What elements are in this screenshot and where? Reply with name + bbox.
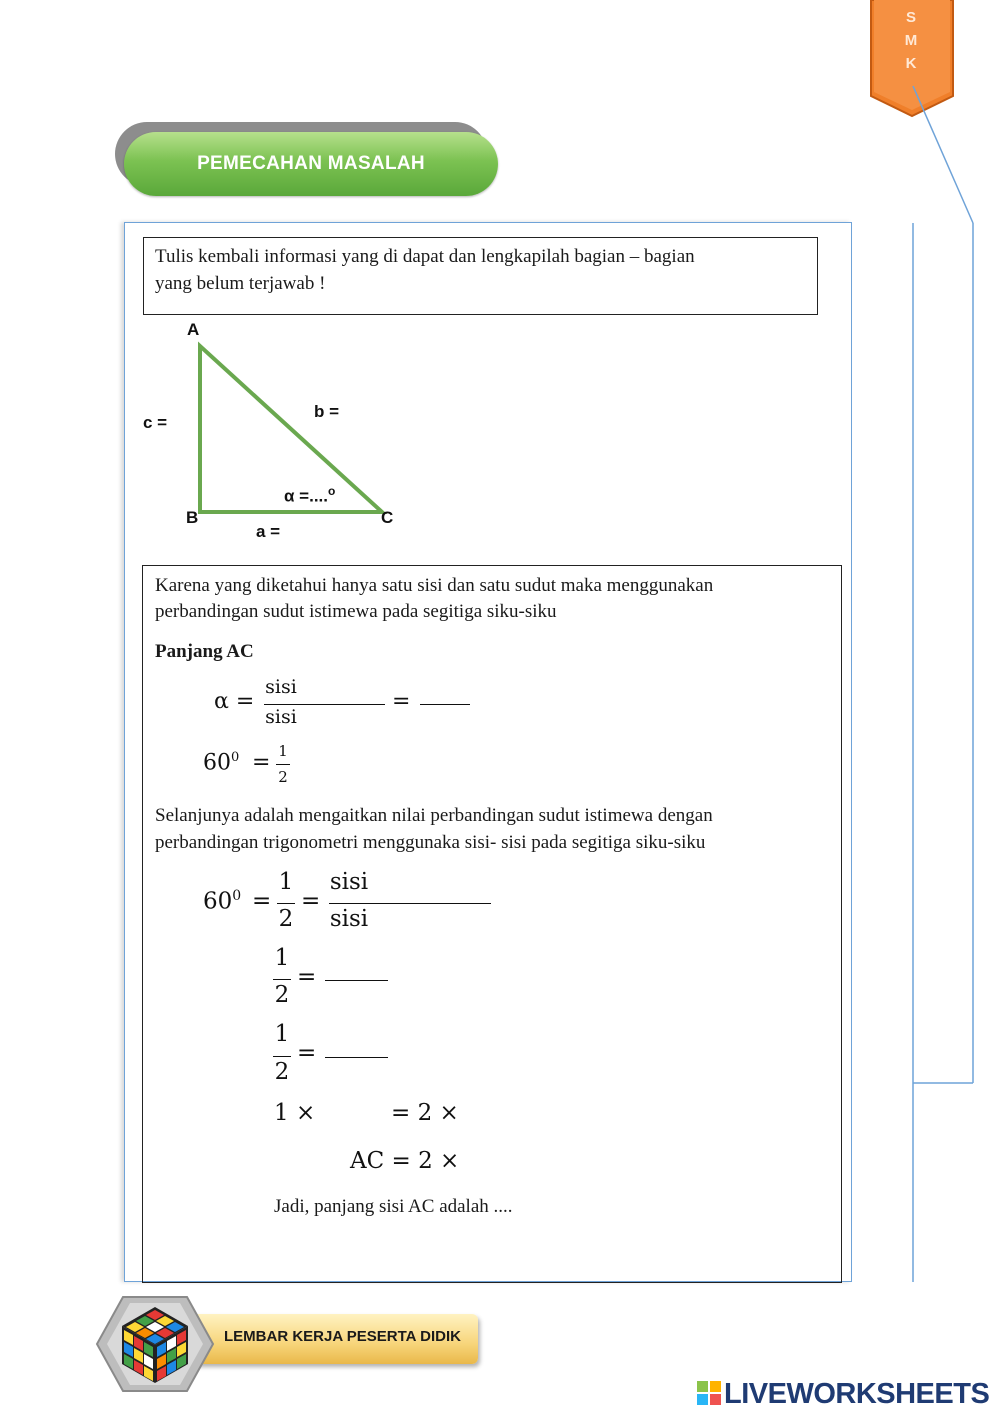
solution-box: [142, 565, 842, 1283]
eq2-numerator: 1: [278, 742, 288, 760]
intro-line2: perbandingan sudut istimewa pada segitiga siku-siku: [155, 601, 557, 622]
relate-line1: Selanjunya adalah mengaitkan nilai perbandingan sudut istimewa dengan: [155, 805, 713, 826]
eq1-numerator: sisi: [265, 676, 297, 698]
side-b-label: b =: [314, 402, 340, 421]
eq1-denominator: sisi: [265, 706, 297, 728]
eq5-numerator: 1: [274, 1021, 290, 1047]
eq2-denominator: 2: [278, 768, 288, 786]
eq4-numerator: 1: [274, 945, 290, 971]
eq2-lhs: $60^0$: [203, 750, 240, 776]
angle-label: α =....$^o$: [284, 484, 336, 506]
eq1-lhs: α =: [214, 689, 255, 714]
rubiks-cube-icon: [95, 1295, 215, 1393]
eq3-denominator-2: sisi: [329, 906, 369, 932]
liveworksheets-brand: LIVEWORKSHEETS: [724, 1378, 990, 1410]
eq6-left: 1 ×: [274, 1100, 316, 1126]
eq3-equals-1: =: [252, 888, 272, 914]
eq6-right: = 2 ×: [391, 1100, 459, 1126]
eq3-numerator: 1: [278, 869, 294, 895]
instruction-line1: Tulis kembali informasi yang di dapat dan lengkapilah bagian – bagian: [155, 246, 695, 267]
header-title: PEMECAHAN MASALAH: [197, 153, 425, 174]
eq3-fraction-bar-2: [329, 903, 491, 904]
eq5-denominator: 2: [274, 1059, 290, 1085]
eq5-fraction-bar: [273, 1056, 291, 1057]
eq5-blank-bar: [325, 1057, 388, 1058]
eq3-numerator-2: sisi: [329, 869, 369, 895]
eq4-fraction-bar: [273, 979, 291, 980]
vertex-a-label: A: [187, 320, 200, 339]
eq3-lhs: $60^0$: [203, 888, 242, 915]
eq1-fraction-bar: [264, 704, 385, 705]
intro-line1: Karena yang diketahui hanya satu sisi dan satu sudut maka menggunakan: [155, 575, 714, 596]
conclusion: Jadi, panjang sisi AC adalah ....: [274, 1196, 513, 1217]
vertex-c-label: C: [381, 508, 394, 527]
instruction-line2: yang belum terjawab !: [155, 273, 326, 294]
eq3-equals-2: =: [301, 888, 321, 914]
footer-banner-text: LEMBAR KERJA PESERTA DIDIK: [224, 1328, 461, 1345]
eq3-denominator: 2: [278, 906, 294, 932]
eq5-equals: =: [297, 1040, 317, 1066]
eq1-blank-bar: [420, 704, 470, 705]
liveworksheets-logo-icon: [697, 1381, 721, 1405]
eq2-fraction-bar: [276, 764, 290, 765]
panjang-ac-heading: Panjang AC: [155, 641, 254, 662]
eq7: AC = 2 ×: [350, 1148, 460, 1174]
side-a-label: a =: [256, 522, 281, 541]
vertex-b-label: B: [186, 508, 199, 527]
ribbon-letters: S M K: [904, 9, 918, 72]
eq3-fraction-bar: [277, 903, 295, 904]
eq2-equals: =: [252, 750, 271, 775]
relate-line2: perbandingan trigonometri menggunaka sisi- sisi pada segitiga siku-siku: [155, 832, 706, 853]
side-decoration: [900, 80, 990, 1290]
side-c-label: c =: [143, 413, 168, 432]
eq4-blank-bar: [325, 980, 388, 981]
eq4-denominator: 2: [274, 982, 290, 1008]
eq1-equals: =: [392, 689, 411, 714]
eq4-equals: =: [297, 964, 317, 990]
